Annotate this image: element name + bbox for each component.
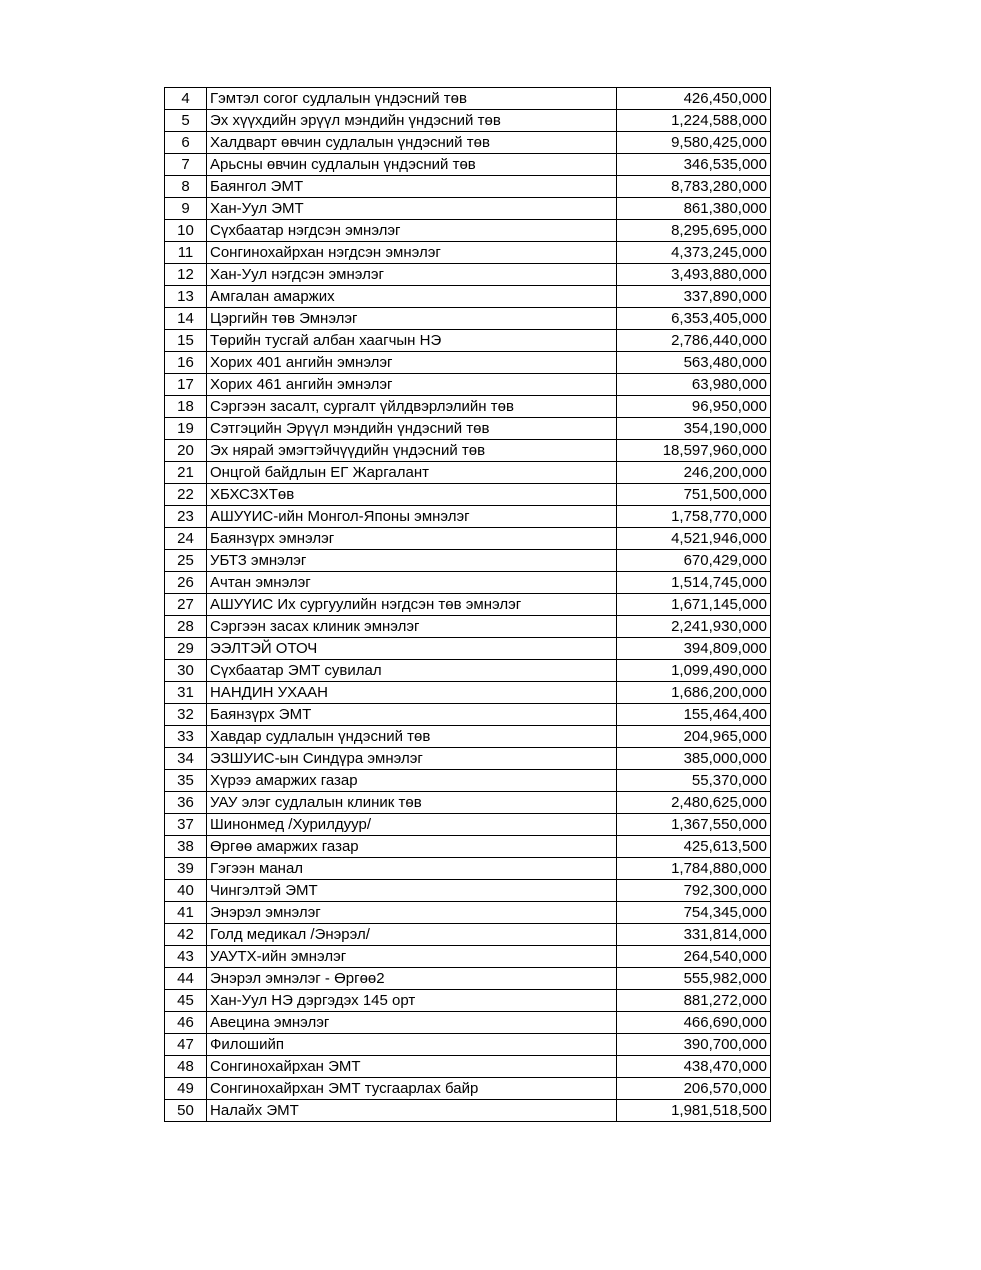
table-row — [165, 968, 771, 990]
organization-name-cell: Авецина эмнэлэг — [207, 1012, 617, 1034]
amount-cell: 2,786,440,000 — [617, 330, 771, 352]
organization-name-cell: Хорих 401 ангийн эмнэлэг — [207, 352, 617, 374]
organization-name-cell: Баянзүрх ЭМТ — [207, 704, 617, 726]
row-number-cell: 38 — [165, 836, 207, 858]
table-row — [165, 792, 771, 814]
table-row — [165, 242, 771, 264]
amount-cell: 385,000,000 — [617, 748, 771, 770]
organization-name-cell: Халдварт өвчин судлалын үндэсний төв — [207, 132, 617, 154]
table-row — [165, 704, 771, 726]
organization-name-cell: Хан-Уул нэгдсэн эмнэлэг — [207, 264, 617, 286]
amount-cell: 8,783,280,000 — [617, 176, 771, 198]
row-number-cell: 33 — [165, 726, 207, 748]
organization-name-cell: Сонгинохайрхан ЭМТ — [207, 1056, 617, 1078]
organization-name-cell: Хорих 461 ангийн эмнэлэг — [207, 374, 617, 396]
organization-name-cell: ЭЭЛТЭЙ ОТОЧ — [207, 638, 617, 660]
organization-name-cell: Баянгол ЭМТ — [207, 176, 617, 198]
row-number-cell: 14 — [165, 308, 207, 330]
organization-name-cell: Амгалан амаржих — [207, 286, 617, 308]
organization-name-cell: Чингэлтэй ЭМТ — [207, 880, 617, 902]
amount-cell: 792,300,000 — [617, 880, 771, 902]
row-number-cell: 19 — [165, 418, 207, 440]
amount-cell: 1,784,880,000 — [617, 858, 771, 880]
row-number-cell: 32 — [165, 704, 207, 726]
table-row — [165, 132, 771, 154]
table-row — [165, 1078, 771, 1100]
amount-cell: 4,373,245,000 — [617, 242, 771, 264]
organization-name-cell: Энэрэл эмнэлэг — [207, 902, 617, 924]
row-number-cell: 41 — [165, 902, 207, 924]
table-row — [165, 110, 771, 132]
amount-cell: 1,367,550,000 — [617, 814, 771, 836]
organization-name-cell: Сэргээн засалт, сургалт үйлдвэрлэлийн төв — [207, 396, 617, 418]
amount-cell: 1,686,200,000 — [617, 682, 771, 704]
table-row — [165, 198, 771, 220]
row-number-cell: 8 — [165, 176, 207, 198]
table-row — [165, 352, 771, 374]
table-row — [165, 396, 771, 418]
row-number-cell: 43 — [165, 946, 207, 968]
amount-cell: 1,224,588,000 — [617, 110, 771, 132]
row-number-cell: 21 — [165, 462, 207, 484]
amount-cell: 55,370,000 — [617, 770, 771, 792]
row-number-cell: 26 — [165, 572, 207, 594]
table-row — [165, 264, 771, 286]
organization-name-cell: АШУҮИС Их сургуулийн нэгдсэн төв эмнэлэг — [207, 594, 617, 616]
table-row — [165, 660, 771, 682]
organization-name-cell: Шинонмед /Хурилдуур/ — [207, 814, 617, 836]
organization-name-cell: Сонгинохайрхан ЭМТ тусгаарлах байр — [207, 1078, 617, 1100]
table-row — [165, 220, 771, 242]
amount-cell: 204,965,000 — [617, 726, 771, 748]
amount-cell: 861,380,000 — [617, 198, 771, 220]
table-row — [165, 462, 771, 484]
organization-name-cell: Филошийп — [207, 1034, 617, 1056]
table-row — [165, 440, 771, 462]
amount-cell: 390,700,000 — [617, 1034, 771, 1056]
table-row — [165, 638, 771, 660]
amount-cell: 466,690,000 — [617, 1012, 771, 1034]
organization-name-cell: УАУ элэг судлалын клиник төв — [207, 792, 617, 814]
row-number-cell: 13 — [165, 286, 207, 308]
amount-cell: 3,493,880,000 — [617, 264, 771, 286]
table-row — [165, 924, 771, 946]
organization-name-cell: ХБХСЗХТөв — [207, 484, 617, 506]
table-row — [165, 528, 771, 550]
amount-cell: 751,500,000 — [617, 484, 771, 506]
row-number-cell: 18 — [165, 396, 207, 418]
row-number-cell: 17 — [165, 374, 207, 396]
amount-cell: 206,570,000 — [617, 1078, 771, 1100]
row-number-cell: 36 — [165, 792, 207, 814]
table-row — [165, 902, 771, 924]
row-number-cell: 27 — [165, 594, 207, 616]
amount-cell: 881,272,000 — [617, 990, 771, 1012]
row-number-cell: 34 — [165, 748, 207, 770]
row-number-cell: 11 — [165, 242, 207, 264]
row-number-cell: 46 — [165, 1012, 207, 1034]
row-number-cell: 50 — [165, 1100, 207, 1122]
organization-name-cell: Өргөө амаржих газар — [207, 836, 617, 858]
row-number-cell: 9 — [165, 198, 207, 220]
amount-cell: 346,535,000 — [617, 154, 771, 176]
table-row — [165, 506, 771, 528]
amount-cell: 563,480,000 — [617, 352, 771, 374]
amount-cell: 2,241,930,000 — [617, 616, 771, 638]
row-number-cell: 5 — [165, 110, 207, 132]
organization-name-cell: УАУТХ-ийн эмнэлэг — [207, 946, 617, 968]
organization-name-cell: Налайх ЭМТ — [207, 1100, 617, 1122]
amount-cell: 438,470,000 — [617, 1056, 771, 1078]
organization-name-cell: Сүхбаатар нэгдсэн эмнэлэг — [207, 220, 617, 242]
table-row — [165, 594, 771, 616]
organization-name-cell: Гэгээн манал — [207, 858, 617, 880]
amount-cell: 2,480,625,000 — [617, 792, 771, 814]
row-number-cell: 16 — [165, 352, 207, 374]
amount-cell: 4,521,946,000 — [617, 528, 771, 550]
row-number-cell: 48 — [165, 1056, 207, 1078]
table-row — [165, 176, 771, 198]
row-number-cell: 44 — [165, 968, 207, 990]
organization-name-cell: НАНДИН УХААН — [207, 682, 617, 704]
organization-name-cell: АШУҮИС-ийн Монгол-Японы эмнэлэг — [207, 506, 617, 528]
table-row — [165, 770, 771, 792]
row-number-cell: 45 — [165, 990, 207, 1012]
organization-name-cell: Ачтан эмнэлэг — [207, 572, 617, 594]
amount-cell: 96,950,000 — [617, 396, 771, 418]
amount-cell: 6,353,405,000 — [617, 308, 771, 330]
table-row — [165, 1100, 771, 1122]
row-number-cell: 42 — [165, 924, 207, 946]
row-number-cell: 6 — [165, 132, 207, 154]
amount-cell: 331,814,000 — [617, 924, 771, 946]
table-row — [165, 990, 771, 1012]
table-row — [165, 814, 771, 836]
row-number-cell: 22 — [165, 484, 207, 506]
row-number-cell: 23 — [165, 506, 207, 528]
amount-cell: 1,099,490,000 — [617, 660, 771, 682]
amount-cell: 1,758,770,000 — [617, 506, 771, 528]
table-body — [165, 88, 771, 1122]
table-row — [165, 286, 771, 308]
row-number-cell: 20 — [165, 440, 207, 462]
row-number-cell: 39 — [165, 858, 207, 880]
organization-name-cell: Эх хүүхдийн эрүүл мэндийн үндэсний төв — [207, 110, 617, 132]
amount-cell: 8,295,695,000 — [617, 220, 771, 242]
organization-name-cell: Хүрээ амаржих газар — [207, 770, 617, 792]
row-number-cell: 29 — [165, 638, 207, 660]
table-row — [165, 836, 771, 858]
organization-name-cell: Эх нярай эмэгтэйчүүдийн үндэсний төв — [207, 440, 617, 462]
organization-name-cell: Сэргээн засах клиник эмнэлэг — [207, 616, 617, 638]
organization-name-cell: Голд медикал /Энэрэл/ — [207, 924, 617, 946]
table-row — [165, 550, 771, 572]
table-row — [165, 572, 771, 594]
table-row — [165, 484, 771, 506]
organization-name-cell: ЭЗШУИС-ын Синдүра эмнэлэг — [207, 748, 617, 770]
table-row — [165, 88, 771, 110]
table-row — [165, 1034, 771, 1056]
amount-cell: 155,464,400 — [617, 704, 771, 726]
row-number-cell: 12 — [165, 264, 207, 286]
row-number-cell: 35 — [165, 770, 207, 792]
table-row — [165, 374, 771, 396]
organization-name-cell: Хавдар судлалын үндэсний төв — [207, 726, 617, 748]
amount-cell: 1,514,745,000 — [617, 572, 771, 594]
row-number-cell: 37 — [165, 814, 207, 836]
table-row — [165, 1012, 771, 1034]
organization-name-cell: Сэтгэцийн Эрүүл мэндийн үндэсний төв — [207, 418, 617, 440]
row-number-cell: 40 — [165, 880, 207, 902]
organization-name-cell: Энэрэл эмнэлэг - Өргөө2 — [207, 968, 617, 990]
table-row — [165, 1056, 771, 1078]
row-number-cell: 25 — [165, 550, 207, 572]
table-row — [165, 946, 771, 968]
amount-cell: 246,200,000 — [617, 462, 771, 484]
organization-name-cell: Баянзүрх эмнэлэг — [207, 528, 617, 550]
table-row — [165, 154, 771, 176]
organization-name-cell: Хан-Уул НЭ дэргэдэх 145 орт — [207, 990, 617, 1012]
table-row — [165, 418, 771, 440]
organization-name-cell: Хан-Уул ЭМТ — [207, 198, 617, 220]
organization-name-cell: Сонгинохайрхан нэгдсэн эмнэлэг — [207, 242, 617, 264]
row-number-cell: 7 — [165, 154, 207, 176]
table-row — [165, 858, 771, 880]
amount-cell: 9,580,425,000 — [617, 132, 771, 154]
amount-cell: 394,809,000 — [617, 638, 771, 660]
budget-table — [164, 87, 771, 1122]
organization-name-cell: Гэмтэл согог судлалын үндэсний төв — [207, 88, 617, 110]
table-row — [165, 330, 771, 352]
table-row — [165, 726, 771, 748]
amount-cell: 1,981,518,500 — [617, 1100, 771, 1122]
table-row — [165, 616, 771, 638]
amount-cell: 425,613,500 — [617, 836, 771, 858]
table-row — [165, 880, 771, 902]
organization-name-cell: УБТЗ эмнэлэг — [207, 550, 617, 572]
organization-name-cell: Төрийн тусгай албан хаагчын НЭ — [207, 330, 617, 352]
amount-cell: 337,890,000 — [617, 286, 771, 308]
table-row — [165, 682, 771, 704]
amount-cell: 670,429,000 — [617, 550, 771, 572]
amount-cell: 63,980,000 — [617, 374, 771, 396]
row-number-cell: 15 — [165, 330, 207, 352]
organization-name-cell: Сүхбаатар ЭМТ сувилал — [207, 660, 617, 682]
amount-cell: 264,540,000 — [617, 946, 771, 968]
amount-cell: 555,982,000 — [617, 968, 771, 990]
row-number-cell: 49 — [165, 1078, 207, 1100]
row-number-cell: 31 — [165, 682, 207, 704]
organization-name-cell: Цэргийн төв Эмнэлэг — [207, 308, 617, 330]
table-row — [165, 308, 771, 330]
amount-cell: 426,450,000 — [617, 88, 771, 110]
amount-cell: 754,345,000 — [617, 902, 771, 924]
row-number-cell: 4 — [165, 88, 207, 110]
row-number-cell: 30 — [165, 660, 207, 682]
table-row — [165, 748, 771, 770]
row-number-cell: 10 — [165, 220, 207, 242]
amount-cell: 1,671,145,000 — [617, 594, 771, 616]
amount-cell: 354,190,000 — [617, 418, 771, 440]
organization-name-cell: Онцгой байдлын ЕГ Жаргалант — [207, 462, 617, 484]
row-number-cell: 28 — [165, 616, 207, 638]
organization-name-cell: Арьсны өвчин судлалын үндэсний төв — [207, 154, 617, 176]
row-number-cell: 24 — [165, 528, 207, 550]
amount-cell: 18,597,960,000 — [617, 440, 771, 462]
row-number-cell: 47 — [165, 1034, 207, 1056]
